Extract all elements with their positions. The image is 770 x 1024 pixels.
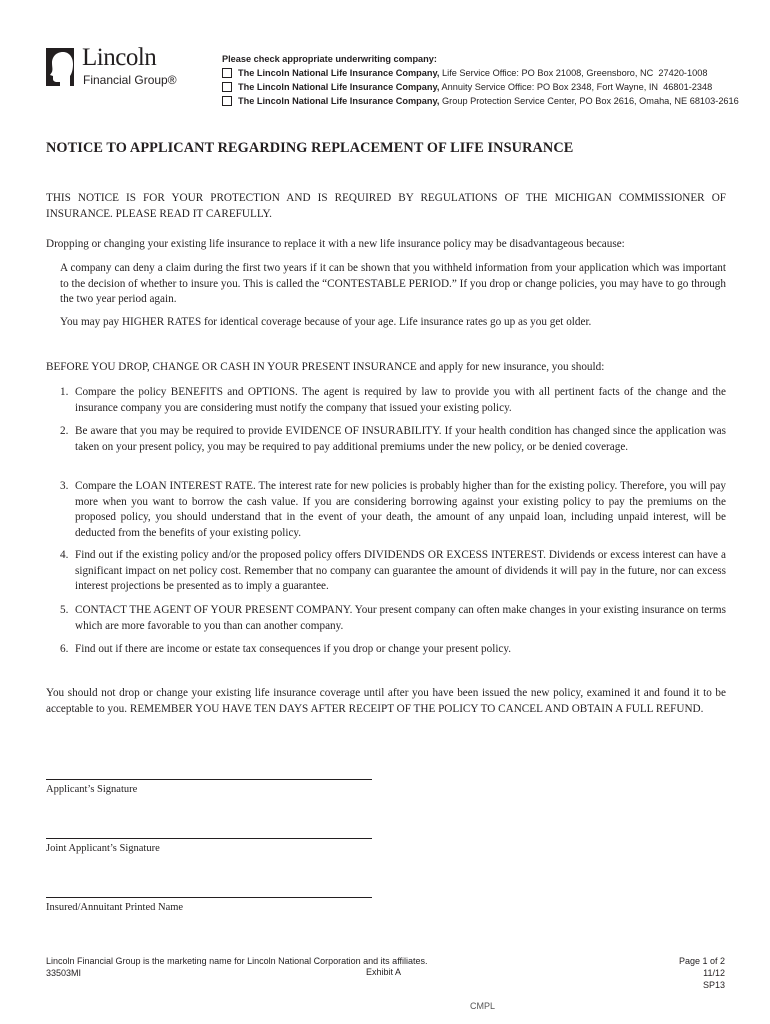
joint-applicant-signature-label: Joint Applicant’s Signature	[46, 843, 160, 854]
list-item	[60, 479, 726, 541]
logo-brand: Lincoln	[82, 44, 157, 71]
list-text: Find out if the existing policy and/or the proposed policy offers DIVIDENDS OR EXCESS INTEREST. Dividends or excess interest can have a significant impact on net policy cost. Remember that no company can guarantee the amount of dividends it will pay in the future, nor can excess interest projections be presented as to imply a guarantee.	[75, 549, 726, 592]
list-number: 5.	[60, 604, 69, 616]
footer-right	[640, 955, 725, 991]
final-warning-paragraph: You should not drop or change your existing life insurance coverage until after you have been issued the new policy, examined it and found it to be acceptable to you. REMEMBER YOU HAVE TEN DAYS AFTER RECEIPT OF THE POLICY TO CANCEL AND OBTAIN A FULL REFUND.	[46, 687, 726, 715]
underwriting-option[interactable]	[222, 80, 742, 94]
underwriting-option[interactable]	[222, 94, 742, 108]
protection-notice: THIS NOTICE IS FOR YOUR PROTECTION AND IS REQUIRED BY REGULATIONS OF THE MICHIGAN COMMISSIONER OF INSURANCE. PLEASE READ IT CAREFULLY.	[46, 192, 726, 220]
list-item	[60, 385, 726, 416]
list-item	[60, 603, 726, 634]
contestable-period-paragraph: A company can deny a claim during the first two years if it can be shown that you withheld information from your application which was important to the decision of whether to insure you. This is called the “CONTESTABLE PERIOD.” If you drop or change policies, you may have to go through the two year period again.	[60, 262, 726, 305]
exhibit-label: Exhibit A	[366, 967, 402, 977]
list-number: 3.	[60, 480, 69, 492]
list-item	[60, 642, 726, 658]
list-number: 2.	[60, 425, 69, 437]
list-text: CONTACT THE AGENT OF YOUR PRESENT COMPANY. Your present company can often make changes in your existing insurance on terms which are more favorable to you than can another company.	[75, 604, 726, 632]
insured-printed-name-field[interactable]	[46, 897, 372, 898]
form-date: 11/12	[703, 968, 725, 978]
list-number: 4.	[60, 549, 69, 561]
list-text: Be aware that you may be required to provide EVIDENCE OF INSURABILITY. If your health condition has changed since the application was taken on your present policy, you may be required to pay additional premiums under the new policy, or be denied coverage.	[75, 425, 726, 453]
list-text: Find out if there are income or estate tax consequences if you drop or change your present policy.	[75, 643, 512, 655]
list-number: 1.	[60, 386, 69, 398]
page-number: Page 1 of 2	[678, 956, 725, 966]
lincoln-profile-icon	[44, 46, 76, 88]
checkbox[interactable]	[222, 96, 232, 106]
company-name: The Lincoln National Life Insurance Company,	[238, 96, 440, 106]
company-name: The Lincoln National Life Insurance Company,	[238, 82, 440, 92]
underwriting-heading: Please check appropriate underwriting company:	[222, 54, 437, 64]
office-address: Group Protection Service Center, PO Box 2616, Omaha, NE 68103-2616	[439, 96, 739, 106]
cmpl-marker: CMPL	[470, 1001, 496, 1011]
before-you-drop-intro: BEFORE YOU DROP, CHANGE OR CASH IN YOUR PRESENT INSURANCE and apply for new insurance, you should:	[46, 361, 605, 373]
form-code: SP13	[702, 980, 725, 990]
list-item	[60, 548, 726, 595]
list-item	[60, 424, 726, 455]
underwriting-option[interactable]	[222, 66, 742, 80]
office-address: Annuity Service Office: PO Box 2348, Fort Wayne, IN 46801-2348	[439, 82, 713, 92]
applicant-signature-field[interactable]	[46, 779, 372, 780]
joint-applicant-signature-field[interactable]	[46, 838, 372, 839]
list-text: Compare the LOAN INTEREST RATE. The interest rate for new policies is probably higher than for the existing policy. Therefore, you will pay more when you want to borrow the cash value. If you are considering borrowing against your existing policy to pay the premiums on the proposed policy, you should understand that in the event of your death, the amount of any unpaid loan, including unpaid interest, will be deducted from the benefits of your existing policy.	[75, 480, 726, 539]
list-number: 6.	[60, 643, 69, 655]
form-number: 33503MI	[46, 968, 82, 978]
applicant-signature-label: Applicant’s Signature	[46, 784, 138, 795]
dropping-intro: Dropping or changing your existing life insurance to replace it with a new life insurance policy may be disadvantageous because:	[46, 238, 625, 250]
office-address: Life Service Office: PO Box 21008, Greensboro, NC 27420-1008	[439, 68, 708, 78]
underwriting-company-section	[222, 52, 742, 108]
higher-rates-paragraph: You may pay HIGHER RATES for identical coverage because of your age. Life insurance rates go up as you get older.	[60, 316, 592, 328]
list-text: Compare the policy BENEFITS and OPTIONS. The agent is required by law to provide you with all pertinent facts of the change and the insurance company you are considering must notify the company that issued your existing policy.	[75, 386, 726, 414]
company-name: The Lincoln National Life Insurance Company,	[238, 68, 440, 78]
logo-tagline: Financial Group®	[83, 73, 177, 87]
checkbox[interactable]	[222, 82, 232, 92]
checkbox[interactable]	[222, 68, 232, 78]
company-logo	[44, 44, 214, 94]
insured-printed-name-label: Insured/Annuitant Printed Name	[46, 902, 184, 913]
marketing-statement: Lincoln Financial Group is the marketing name for Lincoln National Corporation and its affiliates.	[46, 956, 428, 966]
page-title: NOTICE TO APPLICANT REGARDING REPLACEMENT OF LIFE INSURANCE	[46, 140, 574, 156]
